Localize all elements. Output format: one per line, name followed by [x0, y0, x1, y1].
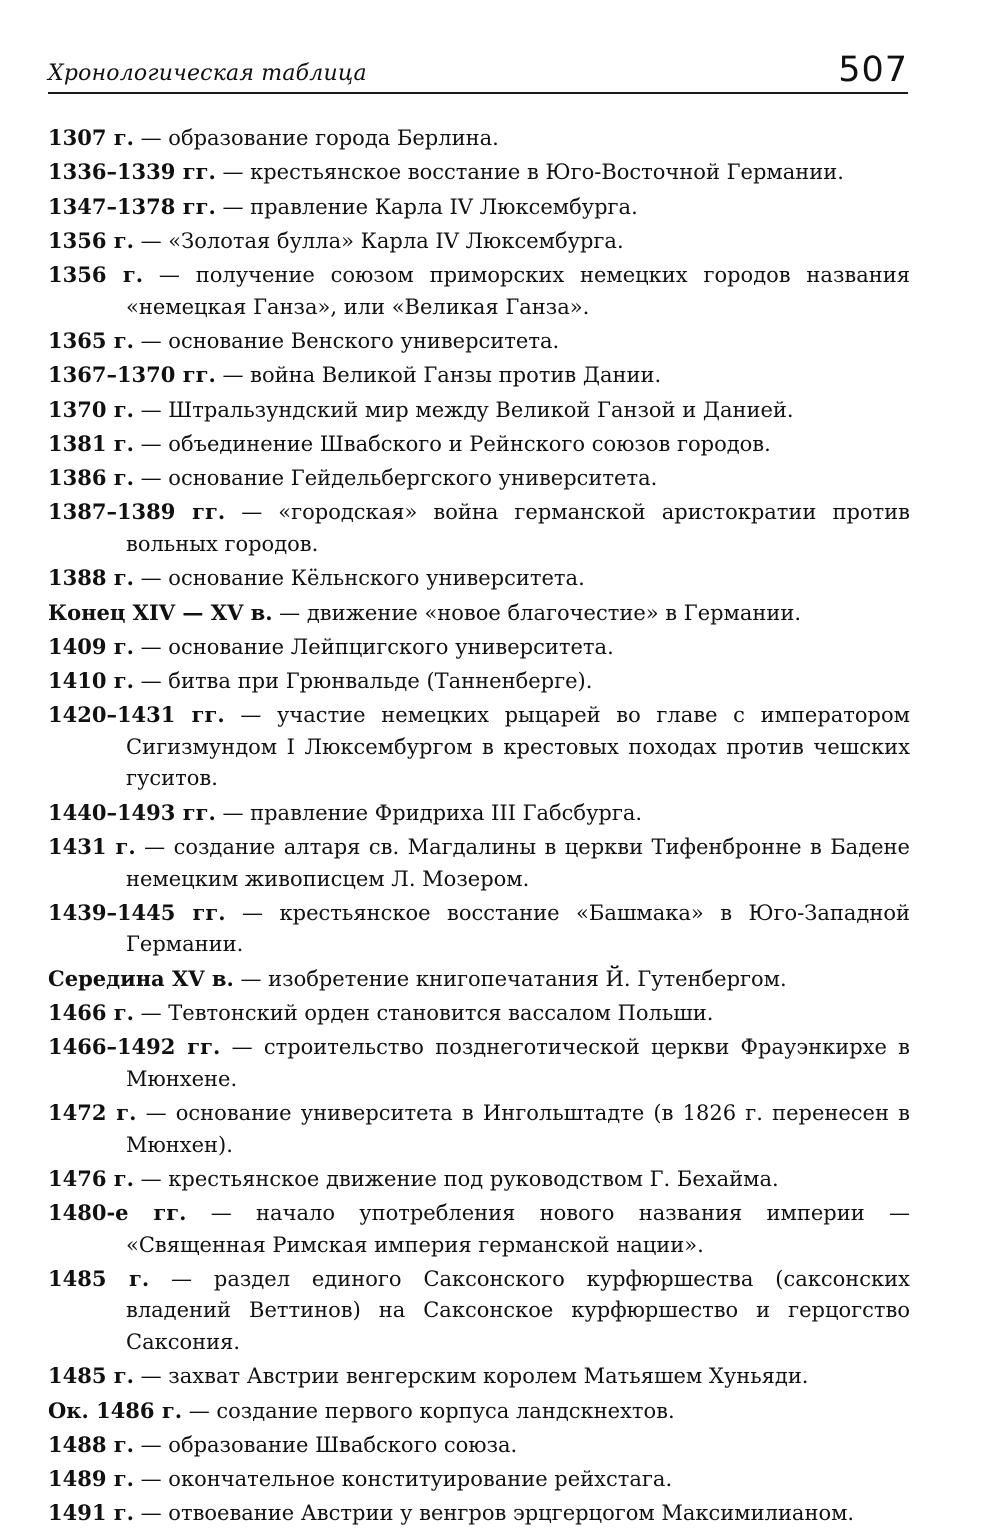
chronology-entry [48, 631, 910, 664]
chronology-entry [48, 997, 910, 1030]
entry-date: 1480-е гг. [48, 1200, 187, 1226]
chronology-entry [48, 963, 910, 996]
entry-text: — участие немецких рыцарей во главе с императором Сигизмундом I Люксембургом в крестовых походах против чешских гуситов. [126, 703, 910, 791]
entry-text: — битва при Грюнвальде (Танненберге). [133, 669, 593, 694]
entry-text: — окончательное конституирование рейхстага. [133, 1467, 673, 1492]
entry-text: — создание алтаря св. Магдалины в церкви Тифенбронне в Бадене немецким живописцем Л. Мозером. [126, 835, 910, 891]
entry-date: 1387–1389 гг. [48, 499, 226, 525]
entry-date: 1356 г. [48, 227, 134, 253]
entry-date: 1466 г. [48, 999, 134, 1025]
entry-text: — крестьянское восстание в Юго-Восточной Германии. [215, 160, 844, 185]
chronology-entry [48, 665, 910, 698]
entry-text: — «Золотая булла» Карла IV Люксембурга. [133, 228, 624, 253]
chronology-list [48, 122, 910, 1532]
entry-text: — создание первого корпуса ландскнехтов. [182, 1398, 675, 1423]
entry-date: 1336–1339 гг. [48, 159, 216, 185]
chronology-entry [48, 699, 910, 795]
entry-text: — война Великой Ганзы против Дании. [215, 363, 662, 388]
entry-text: — строительство позднеготической церкви Фрауэнкирхе в Мюнхене. [126, 1035, 910, 1091]
entry-date: 1410 г. [48, 668, 134, 694]
entry-date: 1476 г. [48, 1165, 134, 1191]
entry-text: — крестьянское движение под руководством Г. Бехайма. [133, 1166, 779, 1191]
chronology-entry [48, 462, 910, 495]
chronology-entry [48, 191, 910, 224]
entry-date: 1367–1370 гг. [48, 362, 216, 388]
entry-date: 1370 г. [48, 396, 134, 422]
entry-date: 1431 г. [48, 834, 136, 860]
entry-date: 1388 г. [48, 565, 134, 591]
entry-date: 1485 г. [48, 1265, 150, 1291]
entry-date: 1439–1445 гг. [48, 899, 226, 925]
chronology-entry [48, 897, 910, 961]
entry-text: — Тевтонский орден становится вассалом Польши. [133, 1000, 714, 1025]
running-header [48, 42, 908, 94]
chronology-entry [48, 1395, 910, 1428]
entry-text: — изобретение книгопечатания Й. Гутенбергом. [233, 966, 787, 991]
chronology-entry [48, 597, 910, 630]
entry-text: — основание Кёльнского университета. [133, 566, 585, 591]
entry-date: 1472 г. [48, 1100, 137, 1126]
entry-date: 1386 г. [48, 465, 134, 491]
chronology-entry [48, 156, 910, 189]
entry-text: — отвоевание Австрии у венгров эрцгерцогом Максимилианом. [133, 1501, 855, 1526]
entry-date: 1488 г. [48, 1431, 134, 1457]
entry-date: 1440–1493 гг. [48, 799, 216, 825]
entry-text: — основание Лейпцигского университета. [133, 634, 614, 659]
chronology-entry [48, 1097, 910, 1161]
chronology-entry [48, 428, 910, 461]
entry-date: 1491 г. [48, 1500, 134, 1526]
entry-date: 1409 г. [48, 633, 134, 659]
running-title: Хронологическая таблица [48, 61, 367, 86]
entry-text: — Штральзундский мир между Великой Ганзой и Данией. [133, 397, 794, 422]
entry-text: — правление Фридриха III Габсбурга. [215, 800, 643, 825]
entry-text: — раздел единого Саксонского курфюршества (саксонских владений Веттинов) на Саксонское курфюршество и герцогство Саксония. [126, 1266, 910, 1354]
entry-date: 1347–1378 гг. [48, 193, 216, 219]
entry-date: 1307 г. [48, 125, 134, 150]
entry-text: — правление Карла IV Люксембурга. [215, 194, 638, 219]
entry-text: — объединение Швабского и Рейнского союзов городов. [133, 431, 771, 456]
page-number: 507 [838, 50, 908, 90]
entry-date: 1489 г. [48, 1466, 134, 1492]
entry-text: — крестьянское восстание «Башмака» в Юго-Западной Германии. [126, 900, 910, 957]
chronology-entry [48, 122, 910, 155]
entry-date: 1466–1492 гг. [48, 1034, 221, 1060]
chronology-entry [48, 1497, 910, 1530]
entry-text: — образование Швабского союза. [133, 1432, 518, 1457]
entry-text: — основание университета в Ингольштадте (в 1826 г. перенесен в Мюнхен). [126, 1101, 910, 1157]
chronology-entry [48, 1429, 910, 1462]
chronology-entry [48, 797, 910, 830]
chronology-entry [48, 1197, 910, 1261]
entry-date: Середина XV в. [48, 965, 234, 991]
chronology-entry [48, 359, 910, 392]
chronology-entry [48, 831, 910, 895]
entry-date: 1365 г. [48, 327, 134, 353]
entry-text: — захват Австрии венгерским королем Матьяшем Хуньяди. [133, 1364, 809, 1389]
chronology-entry [48, 1360, 910, 1393]
entry-text: — образование города Берлина. [133, 126, 499, 150]
chronology-entry [48, 394, 910, 427]
chronology-entry [48, 259, 910, 323]
entry-date: 1356 г. [48, 262, 144, 288]
entry-text: — основание Гейдельбергского университета. [133, 466, 658, 491]
entry-text: — движение «новое благочестие» в Германии. [272, 600, 802, 625]
entry-date: 1420–1431 гг. [48, 702, 225, 728]
chronology-entry [48, 1031, 910, 1095]
chronology-entry [48, 225, 910, 258]
chronology-entry [48, 1263, 910, 1359]
entry-date: 1485 г. [48, 1363, 134, 1389]
chronology-entry [48, 562, 910, 595]
chronology-entry [48, 496, 910, 560]
chronology-entry [48, 1163, 910, 1196]
entry-date: Конец XIV — XV в. [48, 599, 273, 625]
chronology-entry [48, 1463, 910, 1496]
entry-text: — «городская» война германской аристократии против вольных городов. [126, 500, 910, 556]
entry-text: — начало употребления нового названия империи — «Священная Римская империя германской нации». [126, 1201, 911, 1257]
entry-date: Ок. 1486 г. [48, 1397, 183, 1423]
entry-text: — получение союзом приморских немецких городов названия «немецкая Ганза», или «Великая Ганза». [126, 263, 910, 319]
chronology-entry [48, 325, 910, 358]
entry-date: 1381 г. [48, 430, 134, 456]
entry-text: — основание Венского университета. [133, 328, 560, 353]
